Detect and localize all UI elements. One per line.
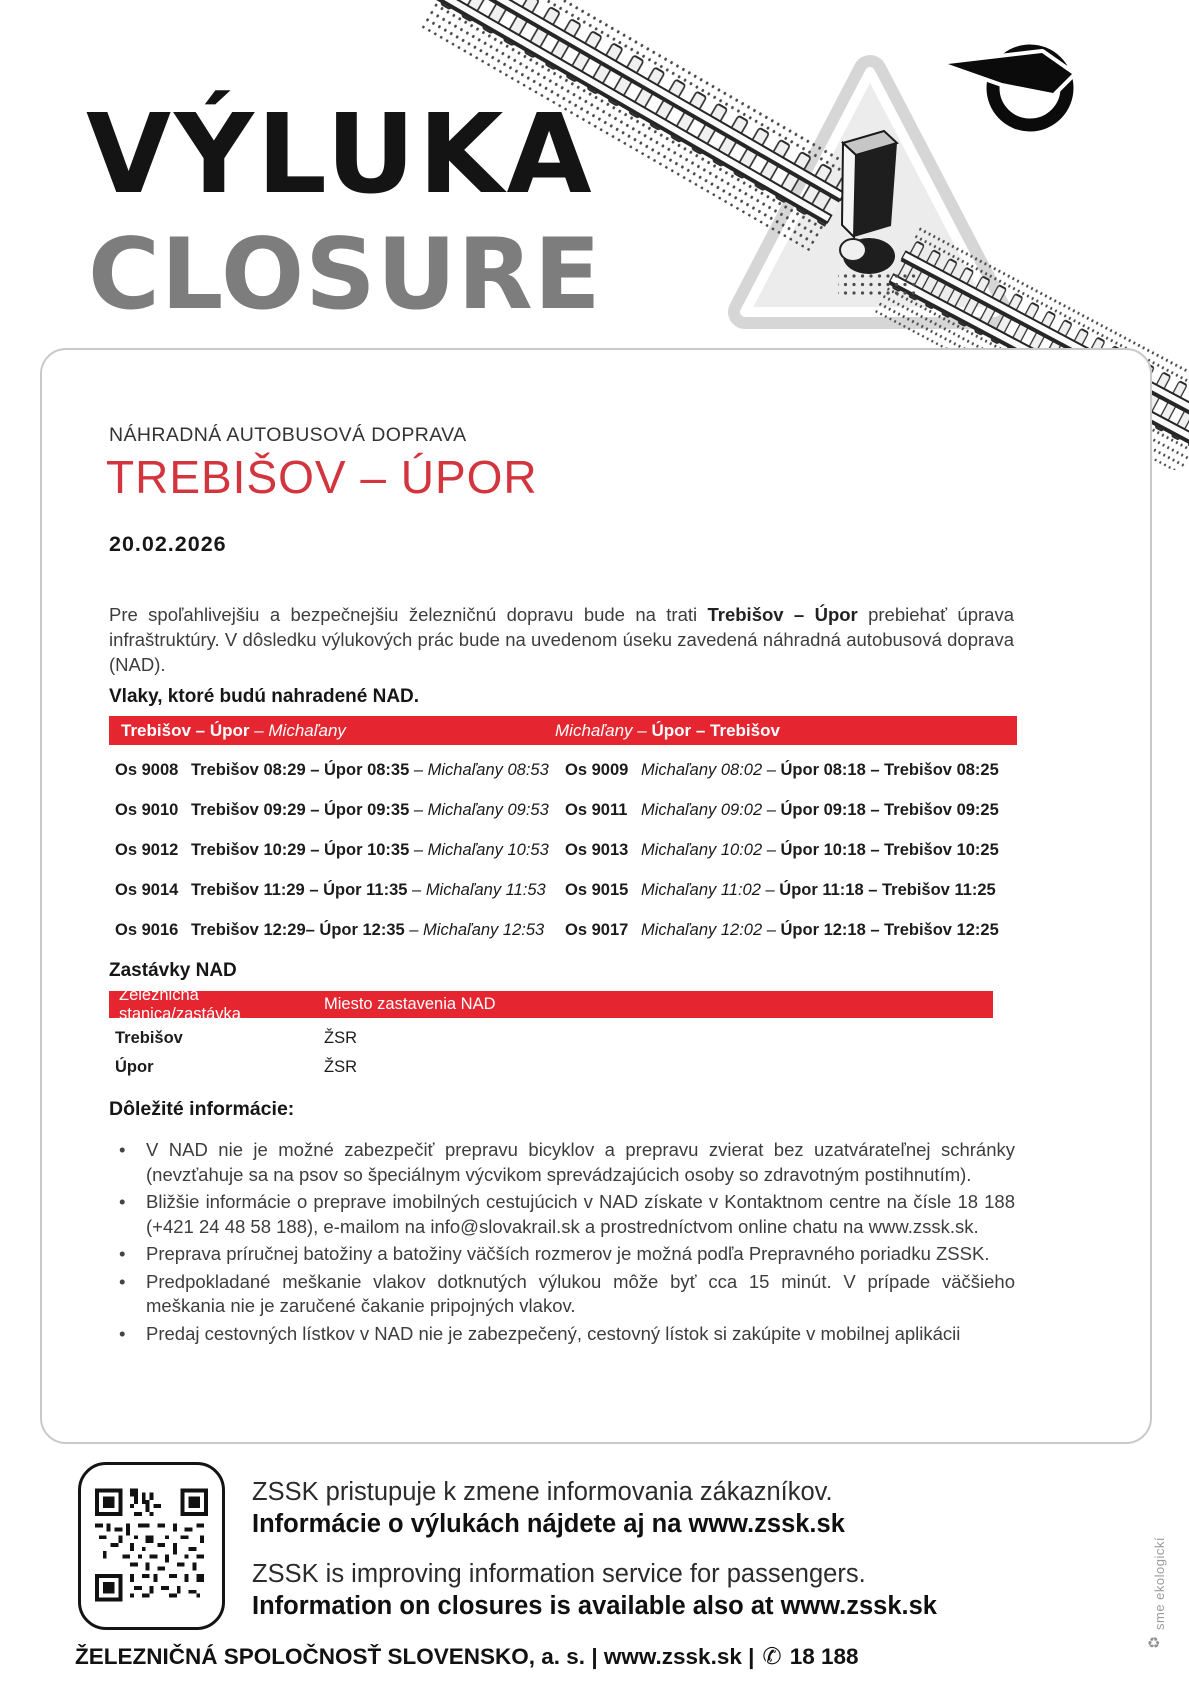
company-line [75, 1643, 859, 1670]
footer-sk-line-bold: Informácie o výlukách nájdete aj na www.zssk.sk [252, 1510, 845, 1538]
intro-post: prebiehať úprava infraštruktúry. V dôsledku výlukových prác bude na uvedenom úseku zavedená náhradná autobusová doprava (NAD). [109, 603, 1014, 675]
list-item: • Predaj cestovných lístkov v NAD nie je zabezpečený, cestovný lístok si zakúpite v mobilnej aplikácii [109, 1322, 1015, 1347]
kicker: NÁHRADNÁ AUTOBUSOVÁ DOPRAVA [109, 424, 467, 446]
phone-number: 18 188 [789, 1643, 859, 1669]
notice-card [40, 348, 1152, 1444]
stops-table [109, 1024, 993, 1082]
headline-vyluka: VÝLUKA [86, 90, 595, 218]
table-row: Os 9014 Trebišov 11:29 – Úpor 11:35 – Michaľany 11:53 Os 9015 Michaľany 11:02 – Úpor 11:18 – Trebišov 11:25 [115, 880, 996, 899]
info-heading: Dôležité informácie: [109, 1098, 295, 1120]
list-item: • Preprava príručnej batožiny a batožiny väčších rozmerov je možná podľa Prepravného poriadku ZSSK. [109, 1242, 1015, 1267]
trains-table-header [109, 716, 1017, 745]
stops-col-station: Železničná stanica/zastávka [119, 985, 241, 1023]
qr-code [78, 1462, 225, 1630]
trains-header-left: Trebišov – Úpor – Michaľany [121, 720, 346, 740]
headline-closure: CLOSURE [88, 218, 602, 332]
info-bullet-list [109, 1138, 1015, 1349]
table-row: Os 9010 Trebišov 09:29 – Úpor 09:35 – Michaľany 09:53 Os 9011 Michaľany 09:02 – Úpor 09:18 – Trebišov 09:25 [115, 800, 999, 819]
table-row: Os 9016 Trebišov 12:29– Úpor 12:35 – Michaľany 12:53 Os 9017 Michaľany 12:02 – Úpor 12:18 – Trebišov 12:25 [115, 920, 999, 939]
intro-pre: Pre spoľahlivejšiu a bezpečnejšiu železničnú dopravu bude na trati [109, 603, 708, 625]
phone-icon: ✆ [762, 1643, 782, 1669]
trains-heading: Vlaky, ktoré budú nahradené NAD. [109, 686, 420, 707]
table-row: Úpor ŽSR [115, 1058, 357, 1076]
list-item: • Bližšie informácie o preprave imobilných cestujúcich v NAD získate v Kontaktnom centre na čísle 18 188 (+421 24 48 58 188), e-mailom na info@slovakrail.sk a prostredníctvom online chatu na www.zssk.sk. [109, 1190, 1015, 1239]
stops-heading: Zastávky NAD [109, 960, 237, 981]
company-text: ŽELEZNIČNÁ SPOLOČNOSŤ SLOVENSKO, a. s. | www.zssk.sk | [75, 1643, 755, 1669]
stops-col-place: Miesto zastavenia NAD [324, 995, 496, 1013]
list-item: • Predpokladané meškanie vlakov dotknutých výlukou môže byť cca 15 minút. V prípade väčšieho meškania nie je zaručené čakanie pripojných vlakov. [109, 1270, 1015, 1319]
route-title: TREBIŠOV – ÚPOR [106, 451, 538, 503]
footer-en-line: ZSSK is improving information service for passengers. [252, 1560, 866, 1588]
footer-en-line-bold: Information on closures is available also at www.zssk.sk [252, 1592, 937, 1620]
intro-route-bold: Trebišov – Úpor [707, 603, 858, 625]
table-row: Trebišov ŽSR [115, 1029, 357, 1047]
trains-table [109, 750, 1017, 950]
table-row: Os 9012 Trebišov 10:29 – Úpor 10:35 – Michaľany 10:53 Os 9013 Michaľany 10:02 – Úpor 10:18 – Trebišov 10:25 [115, 840, 999, 859]
trains-header-right: Michaľany – Úpor – Trebišov [555, 720, 780, 740]
intro-paragraph [109, 602, 1014, 677]
eco-note: sme ekologickí [1152, 1537, 1167, 1630]
closure-date: 20.02.2026 [109, 532, 227, 556]
recycle-icon: ♻ [1147, 1635, 1161, 1652]
footer-sk-line: ZSSK pristupuje k zmene informovania zákazníkov. [252, 1478, 833, 1506]
zssk-logo-icon [948, 51, 1072, 125]
stops-table-header [109, 985, 993, 1023]
table-row: Os 9008 Trebišov 08:29 – Úpor 08:35 – Michaľany 08:53 Os 9009 Michaľany 08:02 – Úpor 08:18 – Trebišov 08:25 [115, 760, 999, 779]
list-item: • V NAD nie je možné zabezpečiť prepravu bicyklov a prepravu zvierat bez uzatvárateľnej schránky (nevzťahuje sa na psov so špeciálnym výcvikom sprevádzajúcich osoby so zdravotným postihnutím). [109, 1138, 1015, 1187]
